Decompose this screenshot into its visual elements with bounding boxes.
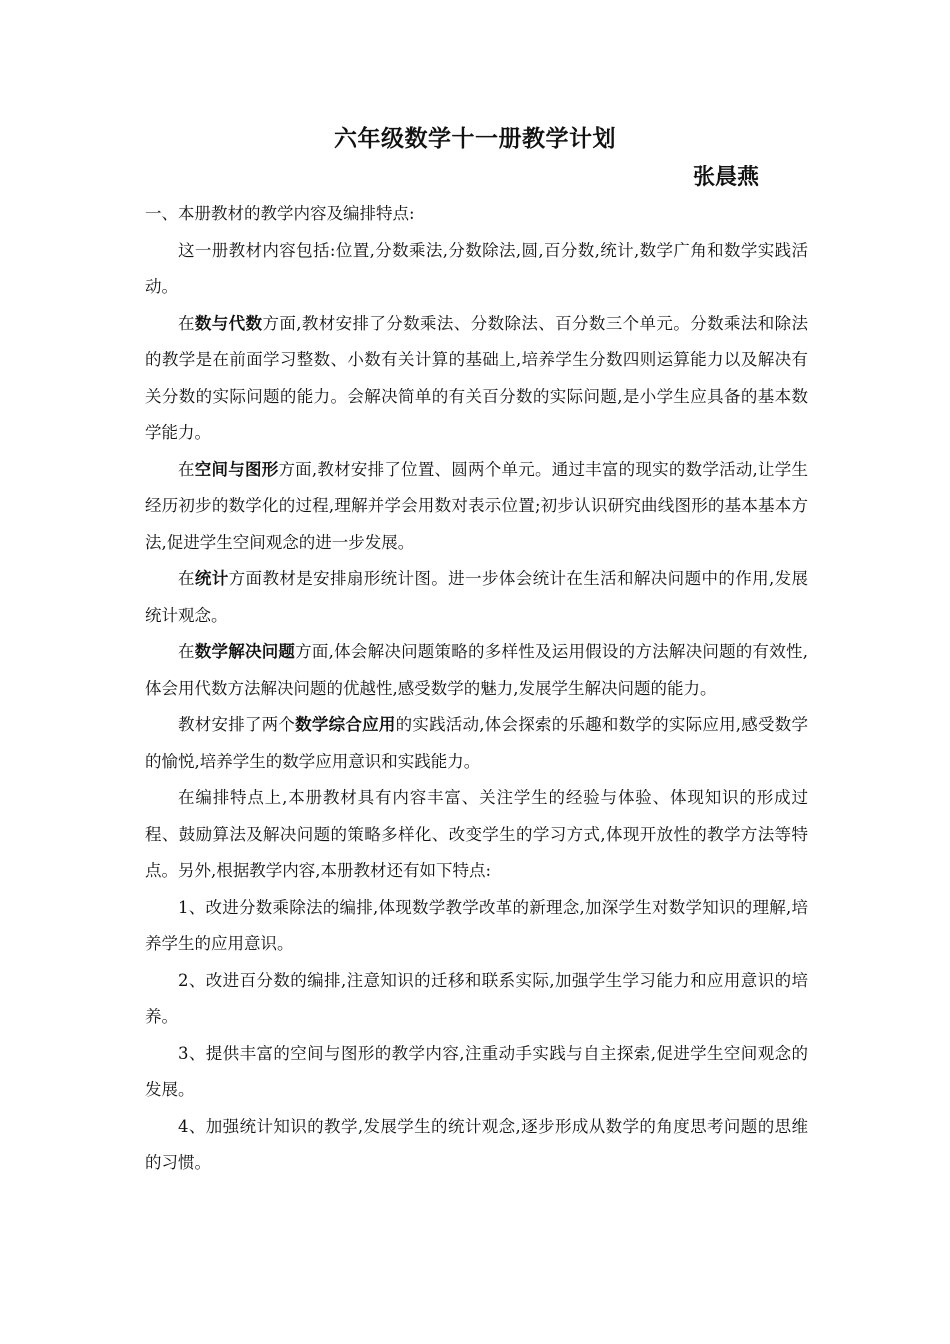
topic-keyword: 数学综合应用: [295, 715, 396, 734]
paragraph-lead: 在: [178, 313, 195, 333]
features-paragraph: 在编排特点上,本册教材具有内容丰富、关注学生的经验与体验、体现知识的形成过程、鼓励算法及解决问题的策略多样化、改变学生的学习方式,体现开放性的教学方法等特点。另外,根据教学内容,本册教材还有如下特点:: [145, 788, 808, 880]
document-body: [145, 196, 808, 1182]
paragraph-text: 方面,教材安排了位置、圆两个单元。通过丰富的现实的数学活动,让学生经历初步的数学化的过程,理解并学会用数对表示位置;初步认识研究曲线图形的基本基本方法,促进学生空间观念的进一步发展。: [145, 459, 809, 552]
paragraph-text: 方面教材是安排扇形统计图。进一步体会统计在生活和解决问题中的作用,发展统计观念。: [145, 569, 809, 625]
list-item: 3、提供丰富的空间与图形的教学内容,注重动手实践与自主探索,促进学生空间观念的发展。: [145, 1043, 808, 1099]
paragraph-lead: 在: [178, 459, 195, 479]
paragraph-text: 方面,体会解决问题策略的多样性及运用假设的方法解决问题的有效性,体会用代数方法解决问题的优越性,感受数学的魅力,发展学生解决问题的能力。: [145, 642, 809, 698]
statistics-paragraph: [145, 561, 808, 634]
topic-keyword: 统计: [194, 569, 229, 588]
author-name: 张晨燕: [693, 164, 760, 190]
problem-solving-paragraph: [145, 634, 808, 707]
intro-paragraph: 这一册教材内容包括:位置,分数乘法,分数除法,圆,百分数,统计,数学广角和数学实践活动。: [145, 240, 808, 296]
paragraph-lead: 教材安排了两个: [178, 715, 296, 734]
applied-math-paragraph: [145, 707, 808, 780]
paragraph-lead: 在: [178, 642, 195, 661]
paragraph-text: 方面,教材安排了分数乘法、分数除法、百分数三个单元。分数乘法和除法的教学是在前面学习整数、小数有关计算的基础上,培养学生分数四则运算能力以及解决有关分数的实际问题的能力。会解决简单的有关百分数的实际问题,是小学生应具备的基本数学能力。: [145, 313, 809, 442]
section-heading: 一、本册教材的教学内容及编排特点:: [145, 204, 415, 223]
topic-keyword: 空间与图形: [194, 459, 279, 479]
list-item: 4、加强统计知识的教学,发展学生的统计观念,逐步形成从数学的角度思考问题的思维的习惯。: [145, 1116, 808, 1172]
topic-keyword: 数学解决问题: [194, 642, 296, 661]
document-title: 六年级数学十一册教学计划: [334, 125, 616, 152]
topic-keyword: 数与代数: [194, 313, 263, 333]
list-item: 2、改进百分数的编排,注意知识的迁移和联系实际,加强学生学习能力和应用意识的培养。: [145, 970, 808, 1026]
algebra-paragraph: [145, 306, 808, 452]
paragraph-lead: 在: [178, 569, 195, 588]
list-item: 1、改进分数乘除法的编排,体现数学教学改革的新理念,加深学生对数学知识的理解,培养学生的应用意识。: [145, 897, 808, 953]
geometry-paragraph: [145, 452, 808, 562]
paragraph-text: 的实践活动,体会探索的乐趣和数学的实际应用,感受数学的愉悦,培养学生的数学应用意识和实践能力。: [145, 715, 809, 771]
